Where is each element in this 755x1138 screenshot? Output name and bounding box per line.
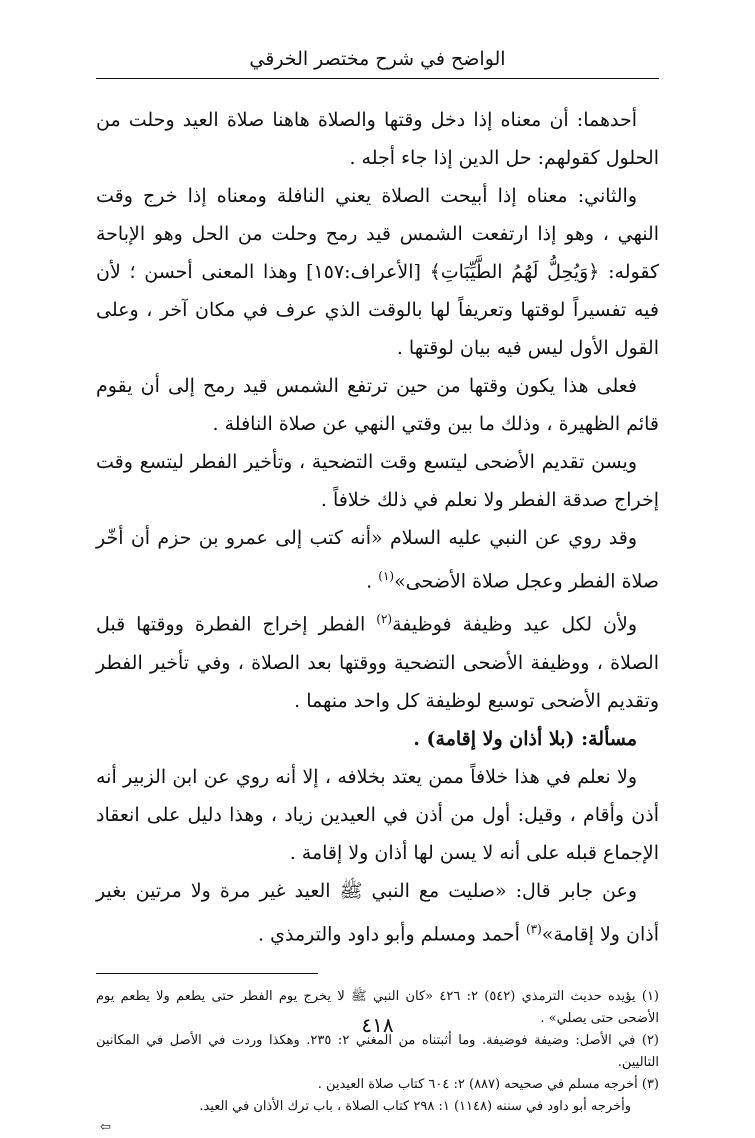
paragraph xyxy=(96,872,659,953)
footnote: (٣) أخرجه مسلم في صحيحه (٨٨٧) ٢: ٦٠٤ كتاب صلاة العيدين . xyxy=(317,1076,659,1092)
footnotes xyxy=(96,986,659,1138)
main-text xyxy=(96,101,659,953)
paragraph-text: وقد روي عن النبي عليه السلام «أنه كتب إلى عمرو بن حزم أن أخّر صلاة الفطر وعجل صلاة الأضحى» xyxy=(96,527,659,593)
paragraph: ولا نعلم في هذا خلافاً ممن يعتد بخلافه ، إلا أنه روي عن ابن الزبير أنه أذن وأقام ، وقيل: أول من أذن في العيدين زياد ، وهذا دليل على انعقاد الإجماع قبله على أنه لا يسن لها أذان ولا إقامة . xyxy=(96,765,659,864)
paragraph xyxy=(96,519,659,600)
paragraph-text: الفطر إخراج الفطرة ووقتها قبل الصلاة ، ووظيفة الأضحى التضحية ووقتها بعد الصلاة ، وفي تأخير الفطر وتقديم الأضحى توسيع لوظيفة كل واحد منهما . xyxy=(96,613,659,712)
continue-arrow-icon: ⇦ xyxy=(100,1119,111,1135)
section-heading: مسألة: (بلا أذان ولا إقامة) . xyxy=(413,727,637,750)
paragraph: والثاني: معناه إذا أبيحت الصلاة يعني النافلة ومعناه إذا خرج وقت النهي ، وهو إذا ارتفعت الشمس قيد رمح وحلت من الحل وهو الإباحة كقوله: ﴿وَيُحِلُّ لَهُمُ الطَّيِّبَاتِ﴾ [الأعراف:١٥٧] وهذا المعنى أحسن ؛ لأن فيه تفسيراً لوقتها وتعريفاً لها بالوقت الذي عرف في مكان آخر ، وعلى القول الأول ليس فيه بيان لوقتها . xyxy=(96,185,659,359)
paragraph-text: ولأن لكل عيد وظيفة فوظيفة xyxy=(392,613,637,636)
paragraph-text: . xyxy=(366,570,379,593)
paragraph: أحدهما: أن معناه إذا دخل وقتها والصلاة هاهنا صلاة العيد وحلت من الحلول كقولهم: حل الدين إذا جاء أجله . xyxy=(96,109,659,169)
paragraph: فعلى هذا يكون وقتها من حين ترتفع الشمس قيد رمح إلى أن يقوم قائم الظهيرة ، وذلك ما بين وقتي النهي عن صلاة النافلة . xyxy=(96,375,659,435)
footnote: (٢) في الأصل: وضيفة فوضيفة. وما أثبتناه من المغني ٢: ٢٣٥. وهكذا وردت في الأصل في المكانين التاليين. xyxy=(96,1032,659,1070)
footnote-separator xyxy=(96,973,318,974)
footnote-ref: (٢) xyxy=(376,612,393,627)
paragraph xyxy=(96,600,659,719)
footnote-ref: (٣) xyxy=(525,921,542,936)
footnote: وأخرجه أبو داود في سننه (١١٤٨) ١: ٢٩٨ كتاب الصلاة ، باب ترك الأذان في العيد. xyxy=(199,1098,631,1114)
page-number: ٤١٨ xyxy=(361,1013,394,1037)
running-header: الواضح في شرح مختصر الخرقي xyxy=(96,46,659,79)
footnote-ref: (١) xyxy=(378,569,395,583)
paragraph: ويسن تقديم الأضحى ليتسع وقت التضحية ، وتأخير الفطر ليتسع وقت إخراج صدقة الفطر ولا نعلم في ذلك خلافاً . xyxy=(96,451,659,511)
paragraph-text: وعن جابر قال: «صليت مع النبي ﷺ العيد غير مرة ولا مرتين بغير أذان ولا إقامة» xyxy=(96,879,659,945)
paragraph-text: أحمد ومسلم وأبو داود والترمذي . xyxy=(258,922,526,945)
footnote: (١) يؤيده حديث الترمذي (٥٤٢) ٢: ٤٢٦ «كان النبي ﷺ لا يخرج يوم الفطر حتى يطعم ولا يطعم يوم الأضحى حتى يصلي» . xyxy=(96,988,659,1026)
